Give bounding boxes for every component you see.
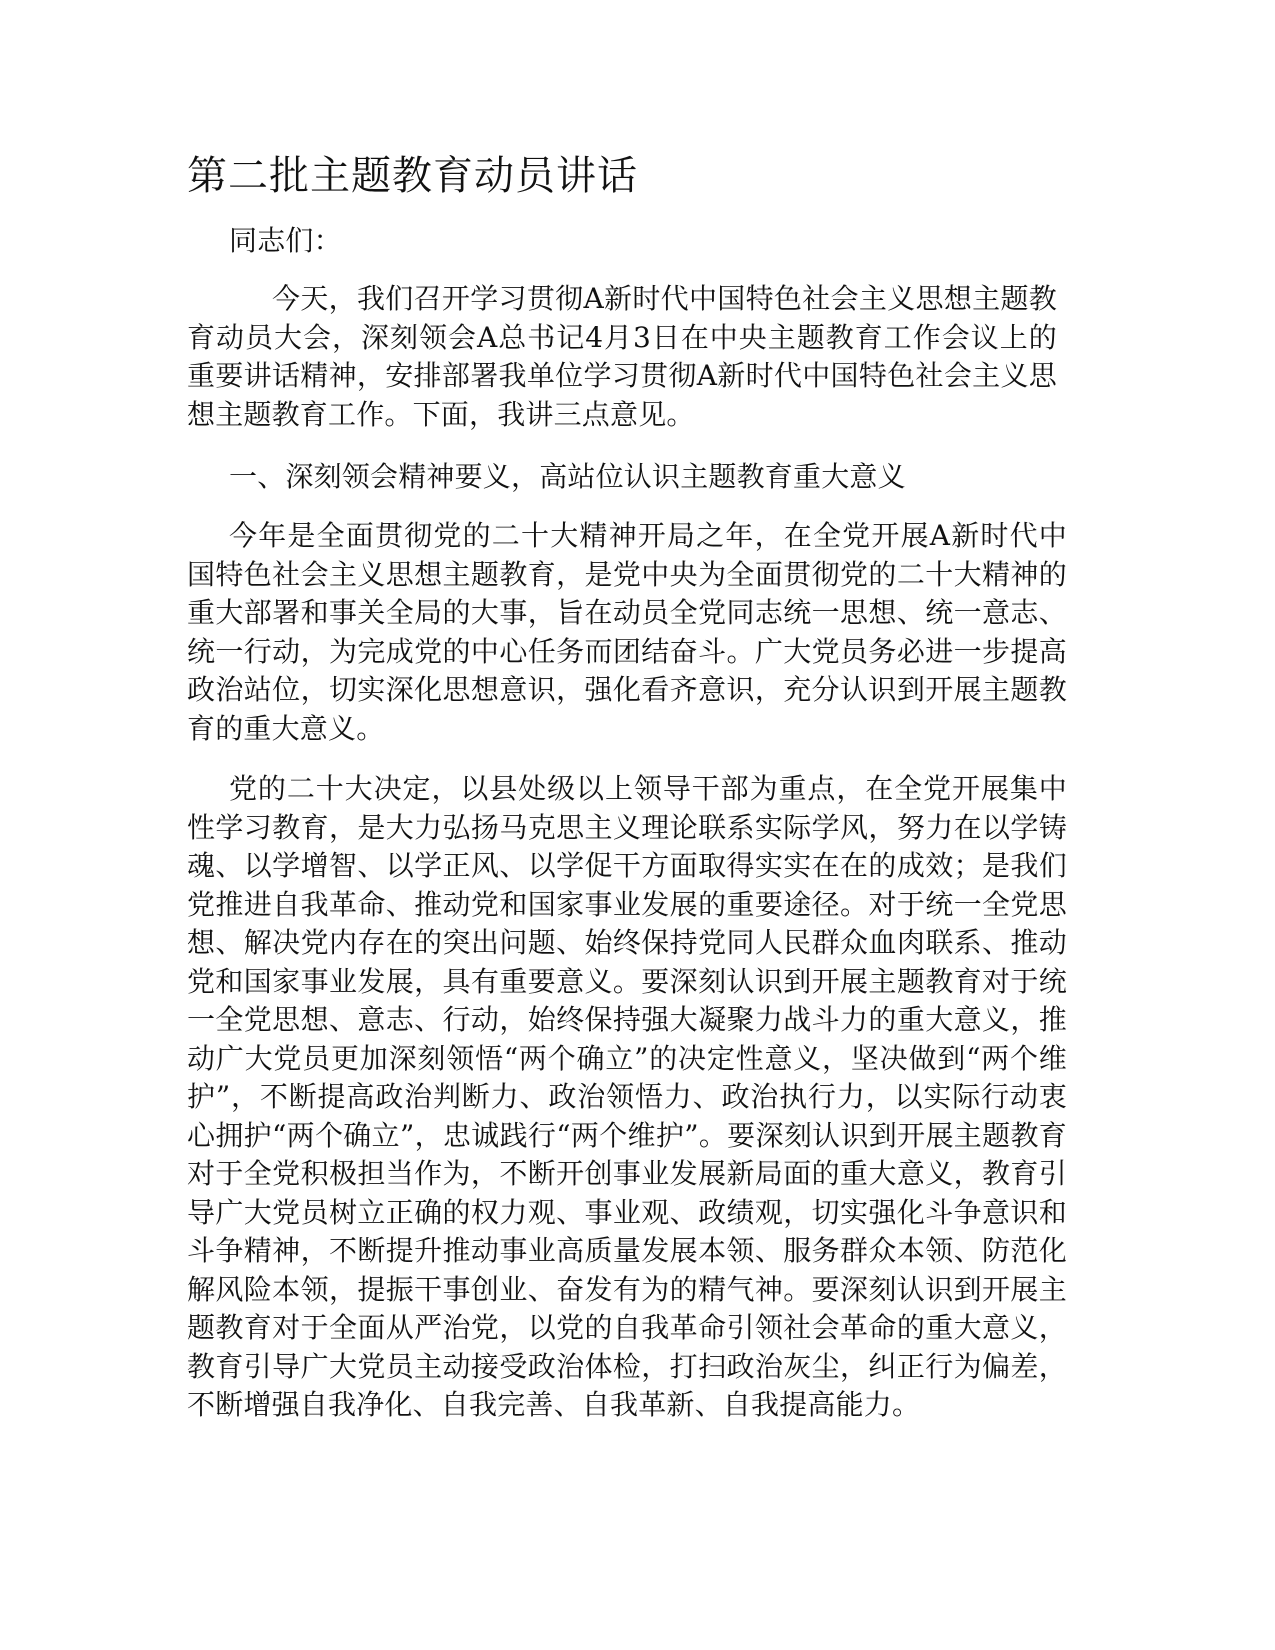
document-title: 第二批主题教育动员讲话: [187, 153, 638, 199]
section-1-paragraph-1: 今年是全面贯彻党的二十大精神开局之年，在全党开展A新时代中国特色社会主义思想主题教育，是党中央为全面贯彻党的二十大精神的重大部署和事关全局的大事，旨在动员全党同志统一思想、统一意志、统一行动，为完成党的中心任务而团结奋斗。广大党员务必进一步提高政治站位，切实深化思想意识，强化看齐意识，充分认识到开展主题教育的重大意义。: [187, 519, 1067, 745]
section-1-heading: 一、深刻领会精神要义，高站位认识主题教育重大意义: [229, 460, 906, 493]
greeting: 同志们：: [229, 224, 342, 257]
section-1-paragraph-2: 党的二十大决定，以县处级以上领导干部为重点，在全党开展集中性学习教育，是大力弘扬马克思主义理论联系实际学风，努力在以学铸魂、以学增智、以学正风、以学促干方面取得实实在在的成效；是我们党推进自我革命、推动党和国家事业发展的重要途径。对于统一全党思想、解决党内存在的突出问题、始终保持党同人民群众血肉联系、推动党和国家事业发展，具有重要意义。要深刻认识到开展主题教育对于统一全党思想、意志、行动，始终保持强大凝聚力战斗力的重大意义，推动广大党员更加深刻领悟“两个确立”的决定性意义，坚决做到“两个维护”，不断提高政治判断力、政治领悟力、政治执行力，以实际行动衷心拥护“两个确立”，忠诚践行“两个维护”。要深刻认识到开展主题教育对于全党积极担当作为，不断开创事业发展新局面的重大意义，教育引导广大党员树立正确的权力观、事业观、政绩观，切实强化斗争意识和斗争精神，不断提升推动事业高质量发展本领、服务群众本领、防范化解风险本领，提振干事创业、奋发有为的精气神。要深刻认识到开展主题教育对于全面从严治党，以党的自我革命引领社会革命的重大意义，教育引导广大党员主动接受政治体检，打扫政治灰尘，纠正行为偏差，不断增强自我净化、自我完善、自我革新、自我提高能力。: [187, 772, 1067, 1421]
intro-paragraph: 今天，我们召开学习贯彻A新时代中国特色社会主义思想主题教育动员大会，深刻领会A总书记4月3日在中央主题教育工作会议上的重要讲话精神，安排部署我单位学习贯彻A新时代中国特色社会主义思想主题教育工作。下面，我讲三点意见。: [187, 282, 1057, 431]
